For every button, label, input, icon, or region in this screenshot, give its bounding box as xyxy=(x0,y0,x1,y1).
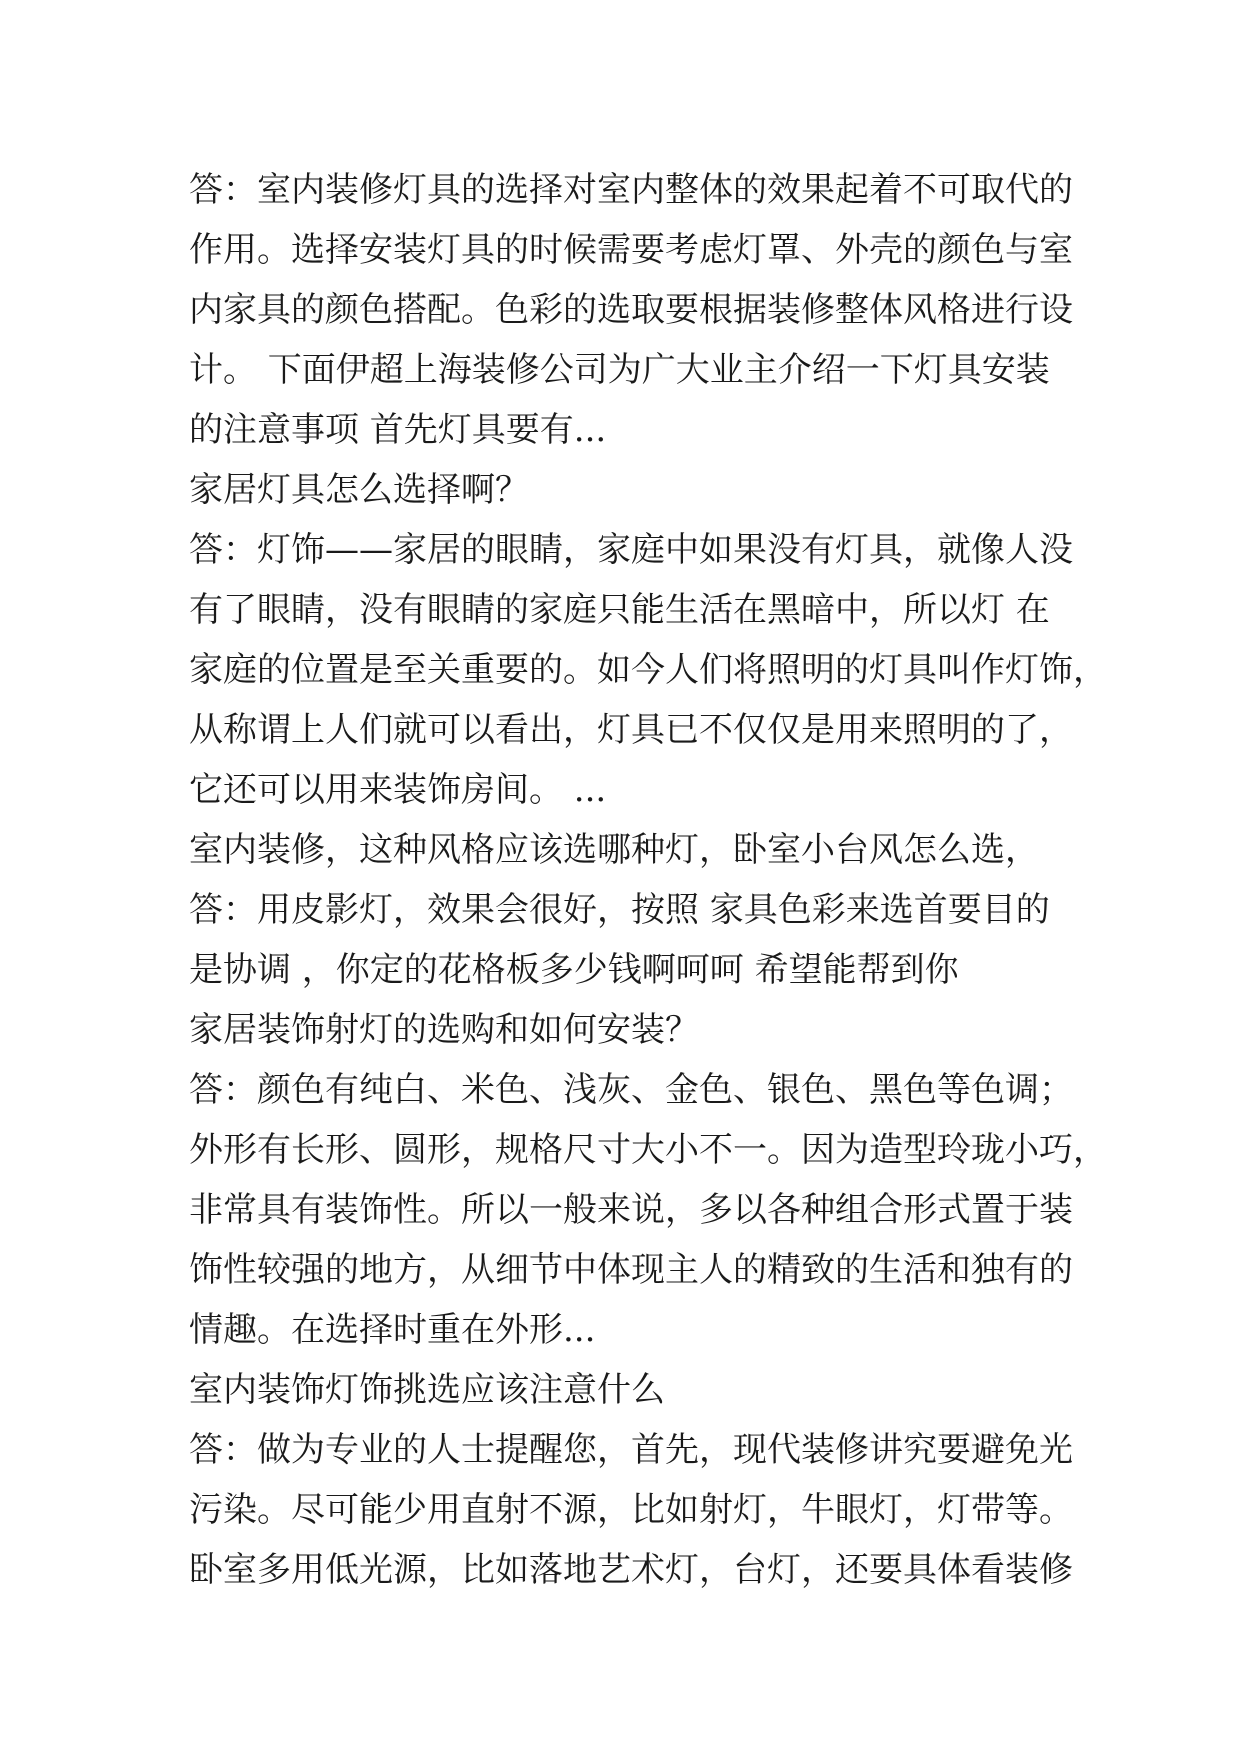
text-line: 答：用皮影灯，效果会很好，按照 家具色彩来选首要目的 xyxy=(189,890,1050,930)
text-line: 从称谓上人们就可以看出，灯具已不仅仅是用来照明的了， xyxy=(189,710,1073,750)
text-line: 饰性较强的地方，从细节中体现主人的精致的生活和独有的 xyxy=(189,1250,1073,1290)
text-line: 答：灯饰——家居的眼睛，家庭中如果没有灯具，就像人没 xyxy=(189,530,1073,570)
text-line: 答：室内装修灯具的选择对室内整体的效果起着不可取代的 xyxy=(189,170,1073,210)
text-line: 计。 下面伊超上海装修公司为广大业主介绍一下灯具安装 xyxy=(189,350,1050,390)
text-line: 非常具有装饰性。所以一般来说，多以各种组合形式置于装 xyxy=(189,1190,1073,1230)
question-heading: 室内装修，这种风格应该选哪种灯，卧室小台风怎么选， xyxy=(189,830,1039,870)
text-line: 答：做为专业的人士提醒您，首先，现代装修讲究要避免光 xyxy=(189,1430,1073,1470)
text-line: 它还可以用来装饰房间。 ... xyxy=(189,770,607,810)
text-line: 作用。选择安装灯具的时候需要考虑灯罩、外壳的颜色与室 xyxy=(189,230,1073,270)
text-line: 的注意事项 首先灯具要有... xyxy=(189,410,607,450)
text-line: 有了眼睛，没有眼睛的家庭只能生活在黑暗中，所以灯 在 xyxy=(189,590,1050,630)
question-heading: 家居灯具怎么选择啊？ xyxy=(189,470,529,510)
question-heading: 家居装饰射灯的选购和如何安装？ xyxy=(189,1010,699,1050)
text-line: 答：颜色有纯白、米色、浅灰、金色、银色、黑色等色调； xyxy=(189,1070,1073,1110)
text-line: 卧室多用低光源，比如落地艺术灯，台灯，还要具体看装修 xyxy=(189,1550,1073,1590)
text-line: 污染。尽可能少用直射不源，比如射灯，牛眼灯，灯带等。 xyxy=(189,1490,1073,1530)
text-line: 情趣。在选择时重在外形... xyxy=(189,1310,596,1350)
body-text xyxy=(189,160,1107,1600)
question-heading: 室内装饰灯饰挑选应该注意什么 xyxy=(189,1370,665,1410)
text-line: 家庭的位置是至关重要的。如今人们将照明的灯具叫作灯饰， xyxy=(189,650,1107,690)
text-line: 外形有长形、圆形，规格尺寸大小不一。因为造型玲珑小巧， xyxy=(189,1130,1107,1170)
text-line: 内家具的颜色搭配。色彩的选取要根据装修整体风格进行设 xyxy=(189,290,1073,330)
text-line: 是协调 ，你定的花格板多少钱啊呵呵 希望能帮到你 xyxy=(189,950,959,990)
